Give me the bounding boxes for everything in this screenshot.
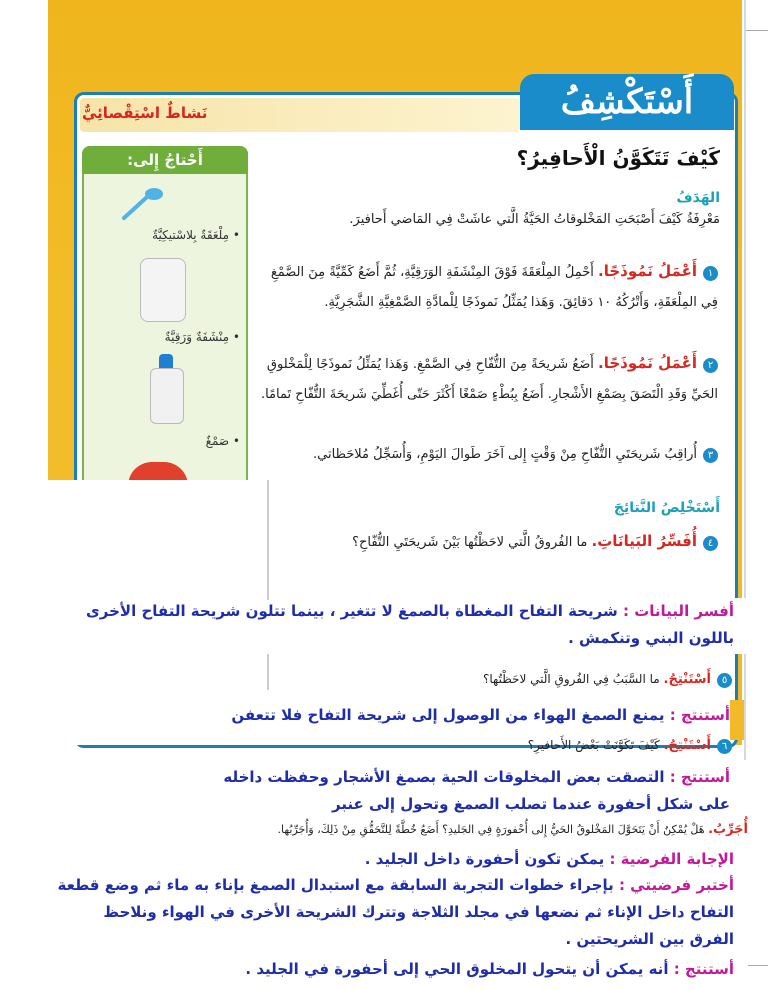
answer-label: الإجابة الفرضية : — [609, 850, 734, 868]
answer-infer-2 — [200, 764, 730, 818]
answer-text: شريحة التفاح المغطاة بالصمغ لا تتغير ، بينما تتلون شريحة التفاح الأخرى باللون البني وتنكمش . — [86, 602, 734, 647]
step-text: كَيْفَ تَكَوَّنَتْ بَعْضُ الأَحافيرِ؟ — [527, 738, 660, 752]
answer-label: أستنتج : — [669, 706, 730, 724]
explore-tab-title: أَسْتَكْشِفُ — [520, 74, 734, 130]
step-text: أَضَعُ شَريحَةً مِنَ التُّفّاحِ فِي الصَّمْغِ. وَهَذا يُمَثِّلُ نَموذَجًا لِلْمَخْلوقِ الحَيِّ وَقَدِ الْتَصَقَ بِصَمْغِ الأَشْجارِ. أَضَعُ بِبُطْءٍ صَمْغًا أَكْثَرَ حَتّى أُغَطِّيَ شَريحَةَ التُّفّاحِ تَمامًا. — [260, 357, 718, 402]
material-item: • صَمْغٌ — [205, 434, 240, 448]
step-number: ٦ — [717, 739, 732, 754]
printed-step — [58, 822, 748, 837]
plastic-spoon-icon — [120, 184, 164, 224]
step-keyword: أُفَسِّرُ البَيانَاتِ. — [591, 532, 697, 550]
step-number: ٣ — [703, 448, 718, 463]
question-title: كَيْفَ تَتَكَوَّنُ الْأَحافِيرُ؟ — [516, 146, 720, 170]
answer-label: أفسر البيانات : — [623, 602, 734, 620]
step-number: ٥ — [717, 673, 732, 688]
step-keyword: أَسْتَنْتِجُ. — [663, 738, 711, 753]
answer-text: أنه يمكن أن يتحول المخلوق الحي إلى أحفورة في الجليد . — [245, 960, 669, 978]
answer-final-conclusion — [54, 956, 734, 983]
conclusions-heading: أَسْتَخْلِصُ النَّتائِجَ — [613, 500, 720, 516]
procedure-step — [256, 528, 718, 556]
answer-label: أستنتج : — [669, 768, 730, 786]
answer-label: أختبر فرضيتي : — [618, 876, 734, 894]
divider-line — [267, 480, 269, 600]
goal-text: مَعْرِفَةُ كَيْفَ أَصْبَحَتِ المَخْلوقاتُ الحَيَّةُ الَّتي عاشَتْ فِي المَاضي أَحافيرَ. — [349, 212, 720, 227]
step-text: هَلْ يُمْكِنُ أَنْ يَتَحَوَّلَ المَخْلوقُ الحَيُّ إِلى أُحْفورَةٍ فِي الجَليدِ؟ أَضَعُ خُطَّةً لِلتَّحَقُّقِ مِنْ ذَلِكَ، وَأُجَرِّبُها. — [277, 823, 705, 836]
answer-interpret-data — [54, 598, 734, 652]
step-keyword: أَعْمَلُ نَمُوذَجًا. — [598, 354, 697, 372]
step-number: ٤ — [703, 536, 718, 551]
procedure-step — [256, 348, 718, 410]
material-item: • مِنْشَفَةٌ وَرَقِيَّةٌ — [164, 330, 240, 344]
goal-heading: الهَدَفُ — [676, 190, 720, 206]
step-text: أَحْمِلُ المِلْعَقَةَ فَوْقَ المِنْشَفَةِ الوَرَقِيَّةِ، ثُمَّ أَضَعُ كَمِّيَّةً مِنَ الصَّمْغِ فِي المِلْعَقَةِ، وَأَتْرُكُهُ ١٠ دَقائِقَ. وَهَذا يُمَثِّلُ نَموذَجًا لِلْمادَّةِ الصَّمْغِيَّةِ الشَّجَرِيَّةِ. — [270, 265, 718, 310]
step-keyword: أُجَرِّبُ. — [708, 822, 748, 837]
answer-text: يمكن تكون أحفورة داخل الجليد . — [364, 850, 605, 868]
answer-test-hypothesis — [54, 872, 734, 953]
step-text: ما السَّبَبُ فِي الفُروقِ الَّتي لاحَظْتُها؟ — [483, 672, 660, 686]
answer-text: التصقت بعض المخلوقات الحية بصمغ الأشجار وحفظت داخله على شكل أحفورة عندما تصلب الصمغ وتحول إلى عنبر — [223, 768, 730, 813]
step-number: ١ — [703, 266, 718, 281]
answer-label: أستنتج : — [673, 960, 734, 978]
step-text: أُراقِبُ شَريحَتَيِ التُّفّاحِ مِنْ وَقْتٍ إِلى آخَرَ طَوالَ اليَوْمِ، وَأُسَجِّلُ مُلاحَظاتي. — [313, 447, 697, 462]
paper-towel-icon — [140, 258, 186, 322]
printed-step — [312, 738, 732, 754]
page-bg-fragment — [730, 700, 744, 740]
answer-text: يمنع الصمغ الهواء من الوصول إلى شريحة التفاح فلا تتعفن — [231, 706, 665, 724]
step-keyword: أَسْتَنْتِجُ. — [663, 672, 711, 687]
divider-line — [267, 654, 269, 690]
step-number: ٢ — [703, 358, 718, 373]
printed-step — [312, 672, 732, 688]
step-text: ما الفُروقُ الَّتي لاحَظْتُها بَيْنَ شَريحَتَيِ التُّفّاحِ؟ — [352, 535, 588, 550]
procedure-step — [256, 440, 718, 470]
material-item: • مِلْعَقَةٌ بِلاسْتيكِيَّةٌ — [152, 228, 240, 242]
page-edge-tick — [746, 965, 768, 966]
procedure-step — [256, 256, 718, 318]
activity-label: نَشاطٌ اسْتِقْصائِيٌّ — [82, 104, 208, 122]
materials-heading: أَحْتاجُ إِلى: — [82, 146, 248, 174]
glue-bottle-icon — [150, 368, 184, 424]
step-keyword: أَعْمَلُ نَمُوذَجًا. — [598, 262, 697, 280]
answer-infer-1 — [200, 702, 730, 729]
answer-text: بإجراء خطوات التجربة السابقة مع استبدال الصمغ بإناء به ماء ثم وضع قطعة التفاح داخل الإناء ثم نضعها في مجلد الثلاجة وتترك الشريحة الأخرى في الهواء ونلاحظ الفرق بين الشريحتين . — [57, 876, 734, 948]
page-edge-tick — [746, 30, 768, 31]
answer-hypothesis — [54, 846, 734, 873]
